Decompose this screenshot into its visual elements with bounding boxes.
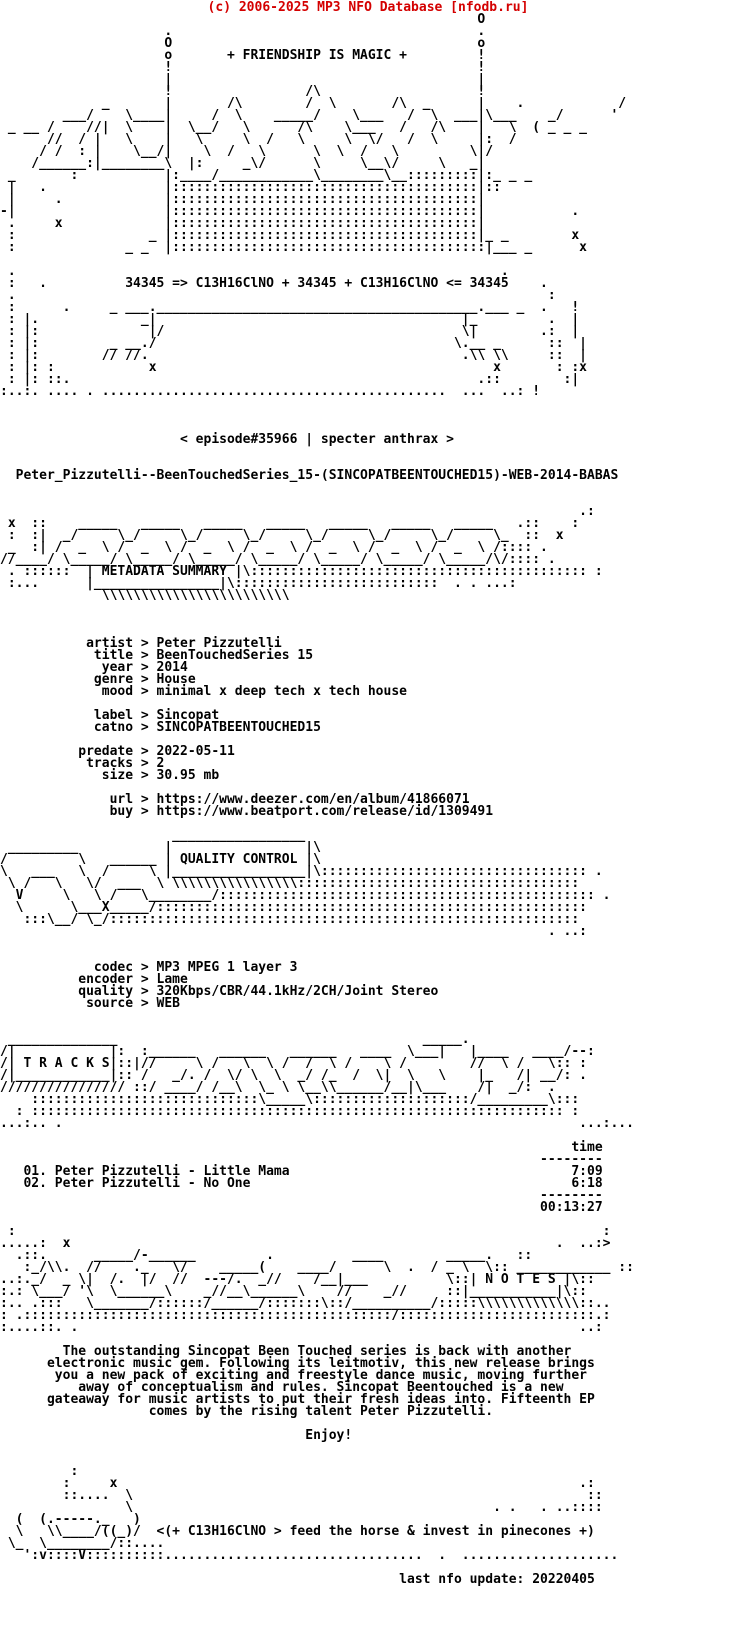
copyright-banner[interactable]: (c) 2006-2025 MP3 NFO Database [nfodb.ru] (207, 0, 529, 15)
nfo-text: O . . O o o + FRIENDSHIP IS MAGIC + ! ! ! | | ! /\ ! _ | /\ / \ /\ _ | . / ___/ \____| / \ _____/ \___ / \ ___|\___ _/ ' _ __ / //| \ | \__/ \ /\ \___ / /\ | \ ( _ _ _ // / | \ | \ \ / \ \ \/ / \ |: / / / : | \__/| \ / \ \ \ / \ \|/ /______:|________\ |: _\/ \ \__\/ \ _| _ : |:____/____________\________\__:::::::::|:_ _ _ | . |:::::::::::::::::::::::::::::::::::::::|:: | . |:::::::::::::::::::::::::::::::::::::::| -| |:::::::::::::::::::::::::::::::::::::::| . . x |:::::::::::::::::::::::::::::::::::::::| : _ |:::::::::::::::::::::::::::::::::::::::|_ _ x : _ _ |::::::::::::::::::::::::::::::::::::::::|___ _ x . . : . 34345 => C13H16ClNO + 34345 + C13H16ClNO <= 34345 . . : : . _ ___._________________________________________.___ _ . ! : |. _| |_ . | : |: |/ \| .: | : |: _ __./ \.__ _ :: | : |: // //. .\\ \\ :: | : |: : x x : :x : |: ::. .:: :| :..:. .... . ............................................ ... ..: ! < episode#35966 | specter anthrax > Peter_Pizzutelli--BeenTouchedSeries_15-(SINCOPATBEENTOUCHED15)-WEB-2014-BABAS .: x :: _____ _____ _____ _____ _____ _____ _____ .:: : : :| _/ \_/ \_/ \_/ \_/ \_/ \_/ \_ :: x _ :| / _ \ / _ \ / _ \ / _ \ / _ \ / _ \ / _ \ /:::: . //____/ \_____/ \_____/ \_____/ \_____/ \_____/ \_____/ \_____/\/:::: . . :::::: | METADATA SUMMARY |\::::::::::::::::::::::::::::::::::::::::::: : :... |________________|\:::::::::::::::::::::::::: . . ...: \\\\\\\\\\\\\\\\\\\\\\\\ artist > Peter Pizzutelli title > BeenTouchedSeries 15 year > 2014 genre > House mood > minimal x deep tech x tech house label > Sincopat catno > SINCOPATBEENTOUCHED15 predate > 2022-05-11 tracks > 2 size > 30.95 mb url > https://www.deezer.com/en/album/41866071 buy > https://www.beatport.com/release/id/1309491 _________________ _________ | |\ / \ ______ | QUALITY CONTROL |\ \ ___ \ / \ |_________________|\:::::::::::::::::::::::::::::::::: . \ / \ \/ ___ \ \\\\\\\\\\\\\\\\:::::::::::::::::::::::::::::::::::: V \ \ / \________/:::::::::::::::::::::::::::::::::::::::::::::::: . \ \___X_____/::::::::::::::::::::::::::::::::::::::::::::::::::::::: :::\__/ \_/:::::::::::::::::::::::::::::::::::::::::::::::::::::::::::: . ..: codec > MP3 MPEG 1 layer 3 encoder > Lame quality > 320Kbps/CBR/44.1kHz/2CH/Joint Stereo source > WEB ______________ _____. /| |: :______ ______ ______ ____ \___| |____ ____/--: /| T R A C K S|::|// \ / \ \ / / \ / \ / // \ / \:: : /|____________|:: / _/. / \/ \ \ _/ /_ / \| \ \ |_ /| __/: . //////////////// ::/ ____/ /__\ \_ \ \__\\______/__|\___ /| _/: . :::::::::::::::::::::::::::::\_____\::::::::::::::::::::/_________\::: : :::::::::::::::::::::::::::::::::::::::::::::::::::::::::::::::::::: : ...:.. . ...:... time -------- 01. Peter Pizzutelli - Little Mama 7:09 02. Peter Pizzutelli - No One 6:18 -------- 00:13:27 : : .....: x . ..:> .::. _____/-______ . ____ _____. :: :_/\\. // ._ \/ _____( ____/ \ . / _ \ \:: ____________ :: ..:._/ _ \| /. |/ // ---/. _// /__|___ \::| N O T E S |\:: :.: \___/ '\ \______\ _//__\______\ // _// ::|___________|\:: :.. .::: \_______/::::::/______/:::::::\::/__________/:::::\\\\\\\\\\\\\::.. : .:::::::::::::::::::::::::::::::::::::::::::::::/:::::::::::::::::::::::::.: :....::. . ..: The outstanding Sincopat Been Touched series is back with another electronic music gem. Following its leitmotiv, this new release brings you a new pack of exciting and freestyle dance music, moving further away of conceptualism and rules. Sincopat Beentouched is a new gateaway for music artists to put their fresh ideas into. Fifteenth EP comes by the rising talent Peter Pizzutelli. Enjoy! : : x .: ::.... \ :: \ . . . ..:::: ( (.-----._ ) \ \\____/((_)/ <(+ C13H16ClNO > feed the horse & invest in pinecones +) \_ \________/::.... ':v::::V::::::::::................................. . .................... last nfo update: 20220405 (0, 12, 634, 1587)
